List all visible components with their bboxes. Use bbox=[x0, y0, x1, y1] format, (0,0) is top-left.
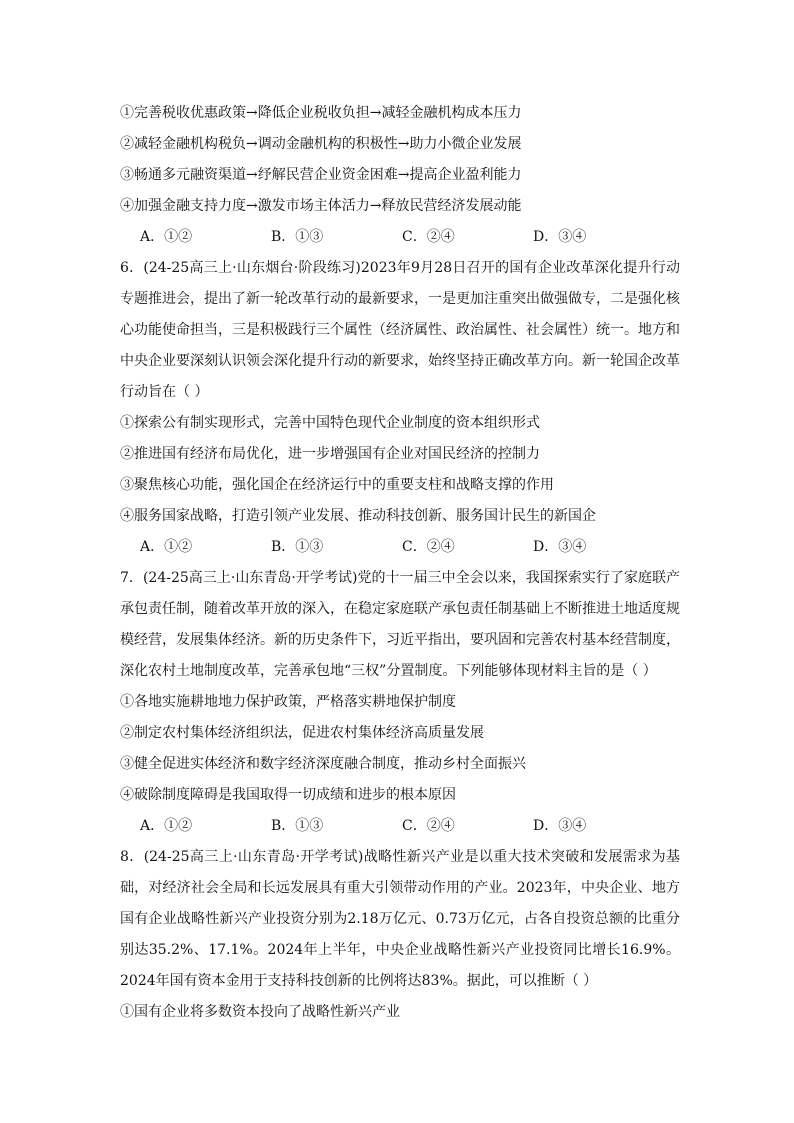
q6-choice-d: D．③④ bbox=[533, 539, 587, 555]
question-8-block bbox=[120, 842, 680, 1028]
question-5-block bbox=[120, 98, 680, 253]
q7-option-4: ④破除制度障碍是我国取得一切成绩和进步的根本原因 bbox=[120, 787, 456, 803]
q6-option-2: ②推进国有经济布局优化，进一步增强国有企业对国民经济的控制力 bbox=[120, 446, 540, 462]
question-content bbox=[120, 98, 680, 1028]
q7-option-2: ②制定农村集体经济组织法，促进农村集体经济高质量发展 bbox=[120, 725, 484, 741]
q7-choices bbox=[120, 811, 680, 842]
q7-choice-c: C．②④ bbox=[402, 818, 455, 834]
q6-choice-a: A．①② bbox=[140, 539, 193, 555]
q5-choices bbox=[120, 222, 680, 253]
q6-choice-c: C．②④ bbox=[402, 539, 455, 555]
q8-option-1: ①国有企业将多数资本投向了战略性新兴产业 bbox=[120, 1004, 400, 1020]
q6-stem: 6．(24-25高三上·山东烟台·阶段练习)2023年9月28日召开的国有企业改革深化提升行动专题推进会，提出了新一轮改革行动的最新要求，一是更加注重突出做强做专，二是强化核心功能使命担当，三是积极践行三个属性（经济属性、政治属性、社会属性）统一。地方和中央企业要深刻认识领会深化提升行动的新要求，始终坚持正确改革方向。新一轮国企改革行动旨在（ ） bbox=[120, 260, 680, 400]
q5-option-1: ①完善税收优惠政策→降低企业税收负担→减轻金融机构成本压力 bbox=[120, 105, 522, 121]
q5-choice-d: D．③④ bbox=[533, 229, 587, 245]
q5-option-4: ④加强金融支持力度→激发市场主体活力→释放民营经济发展动能 bbox=[120, 198, 522, 214]
q7-option-3: ③健全促进实体经济和数字经济深度融合制度，推动乡村全面振兴 bbox=[120, 756, 526, 772]
q6-option-1: ①探索公有制实现形式，完善中国特色现代企业制度的资本组织形式 bbox=[120, 415, 540, 431]
q5-option-3: ③畅通多元融资渠道→纾解民营企业资金困难→提高企业盈利能力 bbox=[120, 167, 522, 183]
q6-option-4: ④服务国家战略，打造引领产业发展、推动科技创新、服务国计民生的新国企 bbox=[120, 508, 596, 524]
q8-stem: 8．(24-25高三上·山东青岛·开学考试)战略性新兴产业是以重大技术突破和发展需求为基础，对经济社会全局和长远发展具有重大引领带动作用的产业。2023年，中央企业、地方国有企业战略性新兴产业投资分别为2.18万亿元、0.73万亿元，占各自投资总额的比重分别达35.2%、17.1%。2024年上半年，中央企业战略性新兴产业投资同比增长16.9%。2024年国有资本金用于支持科技创新的比例将达83%。据此，可以推断（ ） bbox=[120, 849, 680, 989]
question-7-block bbox=[120, 563, 680, 842]
q5-choice-b: B．①③ bbox=[271, 229, 324, 245]
q6-option-3: ③聚焦核心功能，强化国企在经济运行中的重要支柱和战略支撑的作用 bbox=[120, 477, 554, 493]
q6-choices bbox=[120, 532, 680, 563]
q7-choice-b: B．①③ bbox=[271, 818, 324, 834]
q5-option-2: ②减轻金融机构税负→调动金融机构的积极性→助力小微企业发展 bbox=[120, 136, 522, 152]
q7-option-1: ①各地实施耕地地力保护政策，严格落实耕地保护制度 bbox=[120, 694, 456, 710]
q5-choice-c: C．②④ bbox=[402, 229, 455, 245]
q5-choice-a: A．①② bbox=[140, 229, 193, 245]
question-6-block bbox=[120, 253, 680, 563]
q7-stem: 7．(24-25高三上·山东青岛·开学考试)党的十一届三中全会以来，我国探索实行了家庭联产承包责任制，随着改革开放的深入，在稳定家庭联产承包责任制基础上不断推进土地适度规模经营，发展集体经济。新的历史条件下，习近平指出，要巩固和完善农村基本经营制度，深化农村土地制度改革，完善承包地“三权”分置制度。下列能够体现材料主旨的是（ ） bbox=[120, 570, 680, 679]
q6-choice-b: B．①③ bbox=[271, 539, 324, 555]
q7-choice-d: D．③④ bbox=[533, 818, 587, 834]
q7-choice-a: A．①② bbox=[140, 818, 193, 834]
